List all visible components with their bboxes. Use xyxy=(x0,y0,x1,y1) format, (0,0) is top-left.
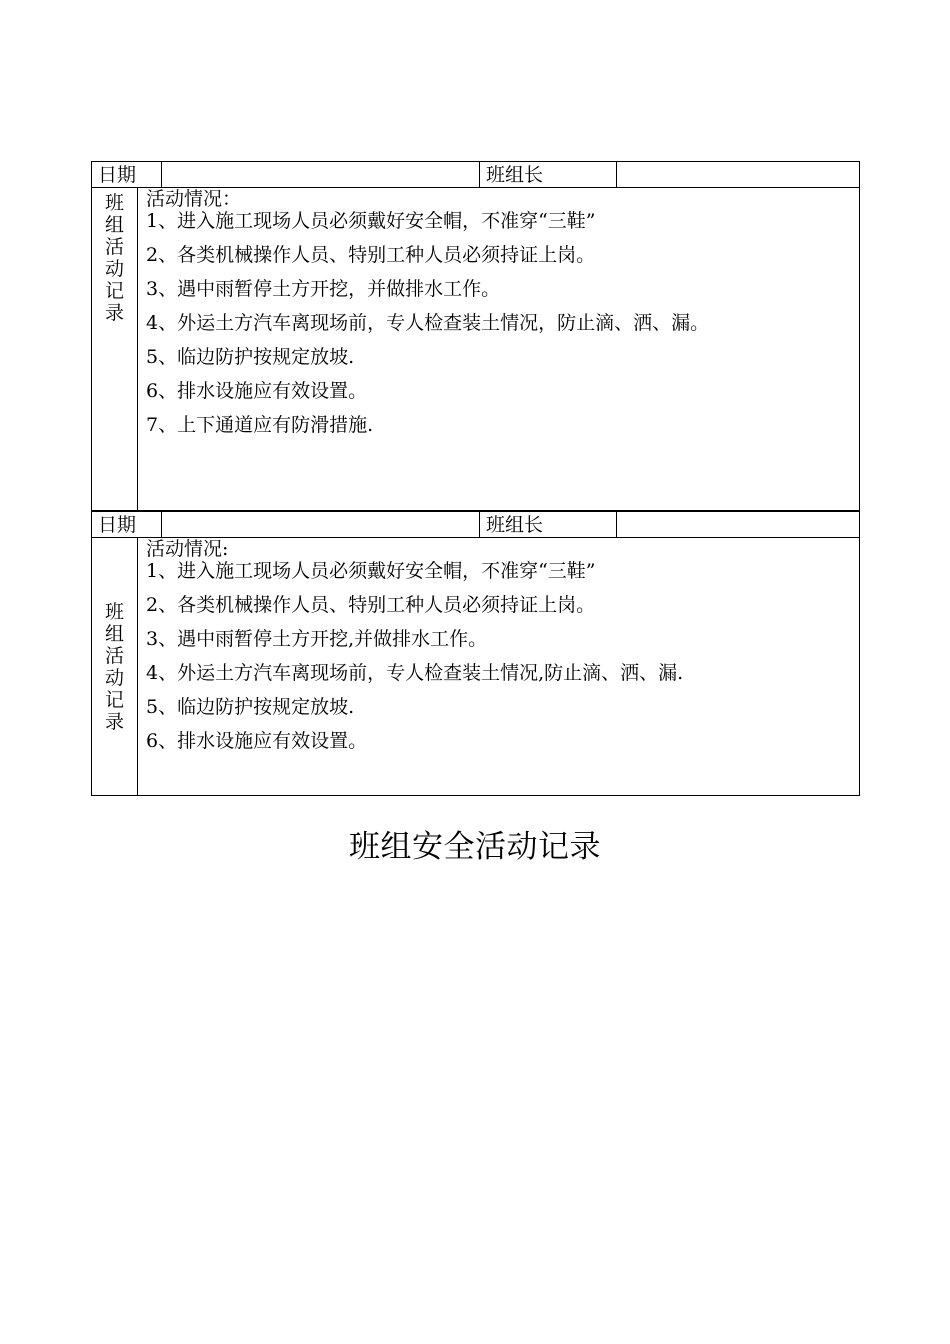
record-header-row xyxy=(92,162,860,188)
activity-content-cell xyxy=(138,188,860,511)
activity-item: 2、各类机械操作人员、特别工种人员必须持证上岗。 xyxy=(146,244,596,266)
activity-item: 2、各类机械操作人员、特别工种人员必须持证上岗。 xyxy=(146,594,596,616)
activity-content-title: 活动情况： xyxy=(146,188,242,210)
team-leader-label: 班组长 xyxy=(480,512,617,538)
date-value xyxy=(162,512,480,538)
team-leader-value xyxy=(617,162,860,188)
activity-content-cell xyxy=(138,538,860,796)
activity-record-table-1 xyxy=(91,161,860,511)
activity-item: 3、遇中雨暂停土方开挖，并做排水工作。 xyxy=(146,278,501,300)
activity-item: 6、排水设施应有效设置。 xyxy=(146,380,368,402)
date-label: 日期 xyxy=(92,512,162,538)
date-value xyxy=(162,162,480,188)
activity-item: 5、临边防护按规定放坡. xyxy=(146,346,355,368)
activity-record-table-2 xyxy=(91,511,860,796)
side-label-cell xyxy=(92,538,138,796)
activity-item-list xyxy=(146,558,859,758)
activity-item: 6、排水设施应有效设置。 xyxy=(146,730,368,752)
date-label: 日期 xyxy=(92,162,162,188)
activity-item: 1、进入施工现场人员必须戴好安全帽，不准穿“三鞋” xyxy=(146,210,596,232)
record-body-row xyxy=(92,188,860,511)
activity-content-title: 活动情况: xyxy=(146,538,229,560)
activity-item: 7、上下通道应有防滑措施. xyxy=(146,414,374,436)
activity-item: 1、进入施工现场人员必须戴好安全帽，不准穿“三鞋” xyxy=(146,560,596,582)
activity-item: 4、外运土方汽车离现场前，专人检查装土情况，防止滴、洒、漏。 xyxy=(146,312,710,334)
record-body-row xyxy=(92,538,860,796)
record-header-row xyxy=(92,512,860,538)
activity-item: 4、外运土方汽车离现场前，专人检查装土情况,防止滴、洒、漏. xyxy=(146,662,684,684)
document-title: 班组安全活动记录 xyxy=(349,829,601,865)
team-leader-value xyxy=(617,512,860,538)
activity-item: 5、临边防护按规定放坡. xyxy=(146,696,355,718)
activity-item: 3、遇中雨暂停土方开挖,并做排水工作。 xyxy=(146,628,488,650)
side-label: 班组活动记录 xyxy=(105,192,125,324)
activity-item-list xyxy=(146,208,859,442)
side-label: 班组活动记录 xyxy=(105,600,125,733)
side-label-cell xyxy=(92,188,138,511)
team-leader-label: 班组长 xyxy=(480,162,617,188)
